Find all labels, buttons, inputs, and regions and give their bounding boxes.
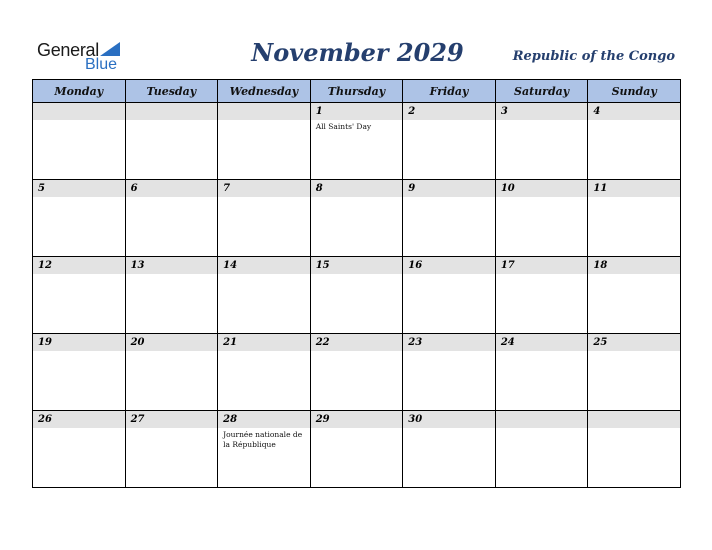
holiday-label (33, 197, 125, 199)
day-number: 1 (311, 103, 403, 120)
holiday-label (496, 274, 588, 276)
holiday-label (126, 120, 218, 122)
holiday-label (311, 197, 403, 199)
day-cell (33, 334, 126, 411)
day-number: 18 (588, 257, 680, 274)
holiday-label (588, 274, 680, 276)
holiday-label (33, 428, 125, 430)
day-cell (125, 411, 218, 488)
holiday-label (126, 197, 218, 199)
day-cell (495, 257, 588, 334)
day-number: 11 (588, 180, 680, 197)
day-cell (125, 334, 218, 411)
holiday-label (403, 274, 495, 276)
day-number: 23 (403, 334, 495, 351)
day-cell (125, 257, 218, 334)
day-cell (310, 411, 403, 488)
day-number: 20 (126, 334, 218, 351)
day-cell (403, 411, 496, 488)
day-cell (495, 180, 588, 257)
day-number (588, 411, 680, 428)
weekday-header: Tuesday (125, 80, 218, 103)
day-number: 3 (496, 103, 588, 120)
day-cell (403, 257, 496, 334)
day-cell (403, 334, 496, 411)
day-number: 29 (311, 411, 403, 428)
day-cell (218, 257, 311, 334)
holiday-label (33, 120, 125, 122)
day-number: 15 (311, 257, 403, 274)
calendar-grid (32, 79, 681, 488)
logo-triangle-icon (100, 42, 120, 56)
holiday-label (588, 120, 680, 122)
holiday-label (218, 274, 310, 276)
day-cell (33, 257, 126, 334)
weekday-header: Monday (33, 80, 126, 103)
day-cell (588, 180, 681, 257)
day-cell (125, 180, 218, 257)
holiday-label (311, 428, 403, 430)
weekday-header-row (33, 80, 681, 103)
generalblue-logo (37, 40, 137, 74)
day-number: 8 (311, 180, 403, 197)
week-row (33, 180, 681, 257)
holiday-label (126, 428, 218, 430)
day-cell (218, 411, 311, 488)
day-cell (588, 334, 681, 411)
weekday-header: Wednesday (218, 80, 311, 103)
day-number: 22 (311, 334, 403, 351)
country-name: Republic of the Congo (512, 49, 675, 64)
day-cell (588, 257, 681, 334)
holiday-label (403, 351, 495, 353)
day-number: 24 (496, 334, 588, 351)
logo-text-general: General (37, 40, 99, 60)
day-number: 26 (33, 411, 125, 428)
week-row (33, 334, 681, 411)
day-cell (33, 411, 126, 488)
weekday-header: Friday (403, 80, 496, 103)
day-number: 7 (218, 180, 310, 197)
day-cell (495, 411, 588, 488)
day-cell (310, 180, 403, 257)
day-number: 2 (403, 103, 495, 120)
day-number (126, 103, 218, 120)
day-number: 17 (496, 257, 588, 274)
holiday-label (126, 351, 218, 353)
holiday-label: All Saints' Day (315, 122, 372, 131)
weekday-header: Saturday (495, 80, 588, 103)
day-number: 16 (403, 257, 495, 274)
holiday-label (311, 274, 403, 276)
day-cell (33, 103, 126, 180)
holiday-label (33, 274, 125, 276)
holiday-label (588, 351, 680, 353)
logo-text-blue: Blue (85, 56, 118, 73)
weekday-header: Sunday (588, 80, 681, 103)
day-cell (218, 334, 311, 411)
holiday-label (311, 351, 403, 353)
day-cell (495, 103, 588, 180)
week-row (33, 411, 681, 488)
holiday-label (126, 274, 218, 276)
holiday-label (496, 197, 588, 199)
day-number (218, 103, 310, 120)
day-cell (310, 334, 403, 411)
day-cell (403, 180, 496, 257)
calendar-title: November 2029 (251, 38, 464, 67)
holiday-label (588, 428, 680, 430)
holiday-label (403, 197, 495, 199)
day-number: 6 (126, 180, 218, 197)
day-cell (588, 103, 681, 180)
day-cell (495, 334, 588, 411)
day-cell (403, 103, 496, 180)
holiday-label (33, 351, 125, 353)
day-number (33, 103, 125, 120)
day-number (496, 411, 588, 428)
day-number: 12 (33, 257, 125, 274)
holiday-label (403, 428, 495, 430)
holiday-label (496, 351, 588, 353)
holiday-label (496, 428, 588, 430)
day-cell (218, 180, 311, 257)
day-number: 13 (126, 257, 218, 274)
day-number: 14 (218, 257, 310, 274)
day-number: 4 (588, 103, 680, 120)
day-cell (588, 411, 681, 488)
day-cell (125, 103, 218, 180)
day-number: 21 (218, 334, 310, 351)
day-number: 27 (126, 411, 218, 428)
weekday-header: Thursday (310, 80, 403, 103)
day-cell (310, 103, 403, 180)
holiday-label (403, 120, 495, 122)
day-cell (33, 180, 126, 257)
day-number: 10 (496, 180, 588, 197)
week-row (33, 257, 681, 334)
day-number: 5 (33, 180, 125, 197)
holiday-label (588, 197, 680, 199)
holiday-label (218, 120, 310, 122)
week-row (33, 103, 681, 180)
holiday-label: Journée nationale de la République (223, 430, 303, 449)
holiday-label (218, 197, 310, 199)
day-number: 19 (33, 334, 125, 351)
day-number: 9 (403, 180, 495, 197)
day-cell (310, 257, 403, 334)
holiday-label (218, 351, 310, 353)
holiday-label (496, 120, 588, 122)
day-number: 30 (403, 411, 495, 428)
day-number: 28 (218, 411, 310, 428)
day-number: 25 (588, 334, 680, 351)
day-cell (218, 103, 311, 180)
